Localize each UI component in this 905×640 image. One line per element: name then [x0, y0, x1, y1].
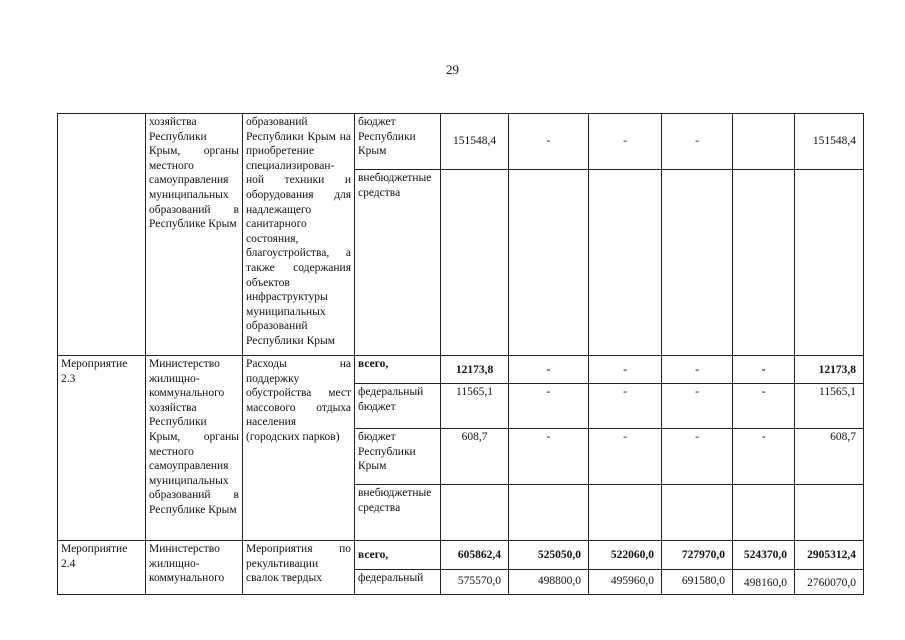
value-cell: 495960,0 [589, 570, 662, 595]
value-cell: - [589, 356, 662, 384]
value-cell: 605862,4 [441, 541, 509, 570]
value-cell: 498160,0 [733, 570, 795, 595]
purpose-cell: образований Республики Крым на приобретение специализирован-ной техники и оборудования для надлежащего санитарного состояния, благоустройства, а также содержания объектов инфраструктуры муниципальных образований Республики Крым [243, 114, 355, 356]
value-cell [509, 170, 589, 356]
value-cell: 691580,0 [662, 570, 733, 595]
value-cell: 727970,0 [662, 541, 733, 570]
value-cell: 575570,0 [441, 570, 509, 595]
value-cell [441, 170, 509, 356]
budget-table [57, 113, 864, 595]
value-cell: - [733, 356, 795, 384]
funding-source-cell: федеральный бюджет [355, 384, 441, 429]
value-cell: - [589, 429, 662, 485]
total-cell: 2760070,0 [795, 570, 864, 595]
funding-source-cell: всего, [355, 356, 441, 384]
total-cell [795, 170, 864, 356]
value-cell: 525050,0 [509, 541, 589, 570]
funding-source-cell: федеральный [355, 570, 441, 595]
funding-source-cell: внебюджетные средства [355, 170, 441, 356]
value-cell: 11565,1 [441, 384, 509, 429]
funding-source-cell: бюджет Республики Крым [355, 429, 441, 485]
value-cell [662, 170, 733, 356]
value-cell: 522060,0 [589, 541, 662, 570]
purpose-cell: Мероприятия по рекультивации свалок твердых [243, 541, 355, 595]
value-cell [589, 170, 662, 356]
measure-cell: Мероприятие 2.3 [58, 356, 146, 541]
value-cell: 12173,8 [441, 356, 509, 384]
measure-cell [58, 114, 146, 356]
value-cell [509, 485, 589, 541]
total-cell: 151548,4 [795, 114, 864, 170]
funding-source-cell: всего, [355, 541, 441, 570]
executor-cell: хозяйства Республики Крым, органы местного самоуправления муниципальных образований в Республике Крым [146, 114, 243, 356]
value-cell: - [662, 114, 733, 170]
measure-cell: Мероприятие 2.4 [58, 541, 146, 595]
total-cell: 12173,8 [795, 356, 864, 384]
value-cell [733, 114, 795, 170]
total-cell [795, 485, 864, 541]
value-cell: - [509, 384, 589, 429]
total-cell: 11565,1 [795, 384, 864, 429]
value-cell: - [509, 114, 589, 170]
table-row [58, 541, 864, 570]
value-cell: 524370,0 [733, 541, 795, 570]
funding-source-cell: бюджет Республики Крым [355, 114, 441, 170]
value-cell: - [733, 384, 795, 429]
table-row [58, 356, 864, 384]
value-cell: 608,7 [441, 429, 509, 485]
total-cell: 2905312,4 [795, 541, 864, 570]
executor-cell: Министерство жилищно-коммунального [146, 541, 243, 595]
value-cell: - [662, 384, 733, 429]
value-cell: - [662, 356, 733, 384]
value-cell [733, 485, 795, 541]
value-cell: - [509, 356, 589, 384]
value-cell: - [733, 429, 795, 485]
executor-cell: Министерство жилищно-коммунального хозяйства Республики Крым, органы местного самоуправления муниципальных образований в Республике Крым [146, 356, 243, 541]
purpose-cell: Расходы на поддержку обустройства мест массового отдыха населения (городских парков) [243, 356, 355, 541]
value-cell: - [509, 429, 589, 485]
value-cell [441, 485, 509, 541]
value-cell: - [589, 114, 662, 170]
table-row [58, 114, 864, 170]
value-cell: - [589, 384, 662, 429]
value-cell [589, 485, 662, 541]
value-cell: 151548,4 [441, 114, 509, 170]
value-cell: - [662, 429, 733, 485]
total-cell: 608,7 [795, 429, 864, 485]
funding-source-cell: внебюджетные средства [355, 485, 441, 541]
value-cell: 498800,0 [509, 570, 589, 595]
value-cell [662, 485, 733, 541]
page-number: 29 [446, 62, 459, 77]
value-cell [733, 170, 795, 356]
